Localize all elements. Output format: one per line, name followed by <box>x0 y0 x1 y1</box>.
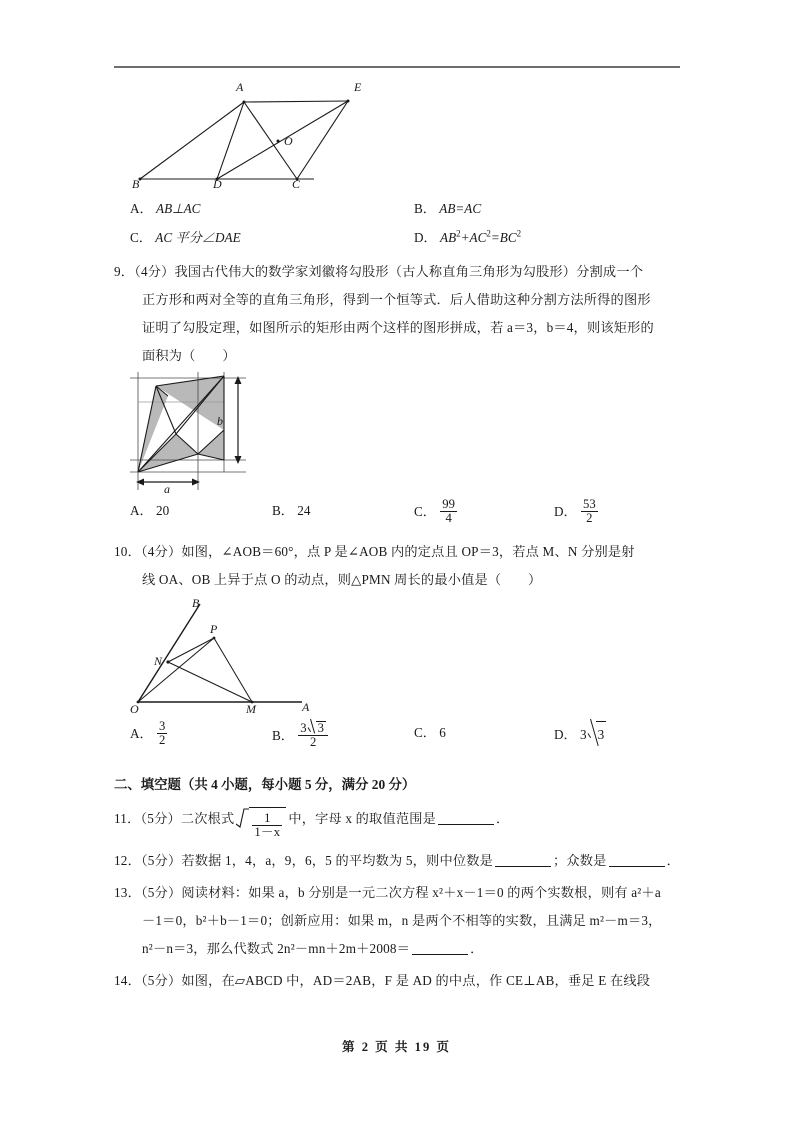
fraction-denominator: 2 <box>159 733 166 748</box>
question11-line <box>114 802 682 843</box>
option-a-fraction <box>157 720 167 748</box>
option-a-label: A． <box>130 726 153 742</box>
question8-option-b[interactable] <box>414 196 481 222</box>
question10-figure <box>114 596 682 718</box>
question11-prefix: 11．（5分）二次根式 <box>114 811 235 826</box>
option-c-label: C． <box>130 230 152 245</box>
figure-label-M: M <box>246 702 256 716</box>
question10-option-b[interactable] <box>272 720 329 750</box>
question9-option-a[interactable] <box>130 498 169 524</box>
question13-line-1: 13．（5分）阅读材料：如果 a，b 分别是一元二次方程 x²＋x－1＝0 的两个实数根，则有 a²＋a <box>114 885 661 901</box>
figure-label-O: O <box>284 134 293 148</box>
figure-label-N: N <box>154 654 163 668</box>
option-c-label: C． <box>414 725 436 740</box>
figure-label-O: O <box>130 702 139 716</box>
option-b-label: B． <box>272 728 294 744</box>
question11-answer-blank[interactable] <box>438 811 494 825</box>
question12-line <box>114 847 682 875</box>
figure-dim-label-b: b <box>217 414 223 428</box>
option-b-text: AB=AC <box>439 201 482 216</box>
figure-label-E: E <box>354 80 362 94</box>
option-c-value: 6 <box>439 725 446 740</box>
option-d-text: $AB^2+AC^2=BC^2$ <box>440 228 522 245</box>
fraction-numerator: 3 3 <box>300 721 324 735</box>
page-content <box>114 78 682 995</box>
question11-suffix: 中，字母 x 的取值范围是 <box>288 811 436 826</box>
option-d-value: 3 3 <box>580 727 606 742</box>
question12-text-b: ；众数是 <box>553 853 607 869</box>
fraction-denominator: 1－x <box>254 824 281 839</box>
question8-option-a[interactable] <box>130 196 200 222</box>
option-a-text: AB⊥AC <box>156 201 201 216</box>
figure-label-C: C <box>292 177 301 191</box>
option-a-label: A． <box>130 503 153 518</box>
question10-options <box>114 718 682 762</box>
radical-sign-icon: 3 <box>587 720 607 748</box>
figure-label-A: A <box>302 700 310 714</box>
option-b-fraction <box>298 720 328 750</box>
question13-line-3-text: n²－n＝3，那么代数式 2n²－mn＋2m＋2008＝ <box>142 941 411 957</box>
option-c-fraction <box>440 498 457 526</box>
question9-option-c[interactable] <box>414 498 458 526</box>
option-d-label: D． <box>414 230 437 245</box>
question10-line-2: 线 OA、OB 上异于点 O 的动点，则△PMN 周长的最小值是（ ） <box>142 572 542 587</box>
figure-label-A: A <box>236 80 244 94</box>
question11-end: ． <box>496 811 510 826</box>
question11-fraction <box>252 812 282 840</box>
question12-answer-blank-1[interactable] <box>495 853 551 867</box>
question9-line-2: 正方形和两对全等的直角三角形，得到一个恒等式．后人借助这种分割方法所得的图形 <box>142 292 651 307</box>
question10-option-a[interactable] <box>130 720 168 748</box>
question9-option-b[interactable] <box>272 498 310 524</box>
question12-answer-blank-2[interactable] <box>609 853 665 867</box>
question10-text <box>114 538 682 594</box>
question14-line-1: 14．（5分）如图，在▱ABCD 中，AD＝2AB，F 是 AD 的中点，作 CE⊥AB，垂足 E 在线段 <box>114 973 651 989</box>
header-rule <box>114 66 680 68</box>
question10-option-d[interactable] <box>554 720 606 748</box>
question12 <box>114 847 682 875</box>
question8-option-d[interactable] <box>414 225 521 251</box>
figure-label-D: D <box>213 177 222 191</box>
question12-end: ． <box>666 853 680 869</box>
fraction-denominator: 2 <box>581 511 598 525</box>
question13-end: ． <box>470 941 484 957</box>
fraction-numerator: 1 <box>264 810 271 825</box>
option-d-fraction <box>581 498 598 526</box>
option-a-label: A． <box>130 201 153 216</box>
question9-figure <box>114 372 682 494</box>
question8-options <box>114 196 682 254</box>
fraction-numerator: 99 <box>442 497 455 511</box>
option-b-label: B． <box>272 503 294 518</box>
question9-line-3: 证明了勾股定理，如图所示的矩形由两个这样的图形拼成，若 a＝3，b＝4，则该矩形的 <box>142 320 654 335</box>
question9-line-1: 9．（4分）我国古代伟大的数学家刘徽将勾股形（古人称直角三角形为勾股形）分割成一个 <box>114 264 644 279</box>
option-a-value: 20 <box>156 503 170 518</box>
question13-answer-blank[interactable] <box>412 941 468 955</box>
radical-sign-icon <box>236 807 286 843</box>
figure-label-P: P <box>210 622 218 636</box>
question13 <box>114 879 682 963</box>
fraction-denominator: 2 <box>298 735 328 749</box>
question10-option-c[interactable] <box>414 720 446 746</box>
option-b-value: 24 <box>297 503 311 518</box>
question12-text-a: 12．（5分）若数据 1，4，a，9，6，5 的平均数为 5，则中位数是 <box>114 853 493 869</box>
page-footer: 第 2 页 共 19 页 <box>341 1040 451 1054</box>
question8-option-c[interactable] <box>130 225 241 251</box>
radical-sign-icon: 3 <box>307 720 326 735</box>
fraction-denominator: 4 <box>440 511 457 525</box>
question13-line-3 <box>114 935 682 963</box>
option-c-label: C． <box>414 504 436 520</box>
figure-label-B: B <box>132 177 140 191</box>
option-b-label: B． <box>414 201 436 216</box>
question9-text <box>114 258 682 370</box>
option-c-text: AC 平分∠DAE <box>155 230 241 245</box>
fraction-numerator: 3 <box>159 719 166 733</box>
question11 <box>114 802 682 843</box>
section-2-heading: 二、填空题（共 4 小题，每小题 5 分，满分 20 分） <box>114 777 416 792</box>
question13-line-2: －1＝0，b²＋b－1＝0；创新应用：如果 m，n 是两个不相等的实数，且满足 m²－m＝3， <box>142 913 662 929</box>
question9-options <box>114 494 682 536</box>
option-d-label: D． <box>554 727 577 742</box>
option-d-label: D． <box>554 504 577 520</box>
question14 <box>114 967 682 995</box>
fraction-numerator: 53 <box>583 497 596 511</box>
question10-line-1: 10．（4分）如图，∠AOB＝60°，点 P 是∠AOB 内的定点且 OP＝3，若点 M、N 分别是射 <box>114 544 635 559</box>
question9-option-d[interactable] <box>554 498 599 526</box>
figure-label-B: B <box>192 596 200 610</box>
question8-figure <box>114 80 682 196</box>
question9-line-4: 面积为（ ） <box>142 348 236 363</box>
figure-dim-label-a: a <box>164 482 170 496</box>
